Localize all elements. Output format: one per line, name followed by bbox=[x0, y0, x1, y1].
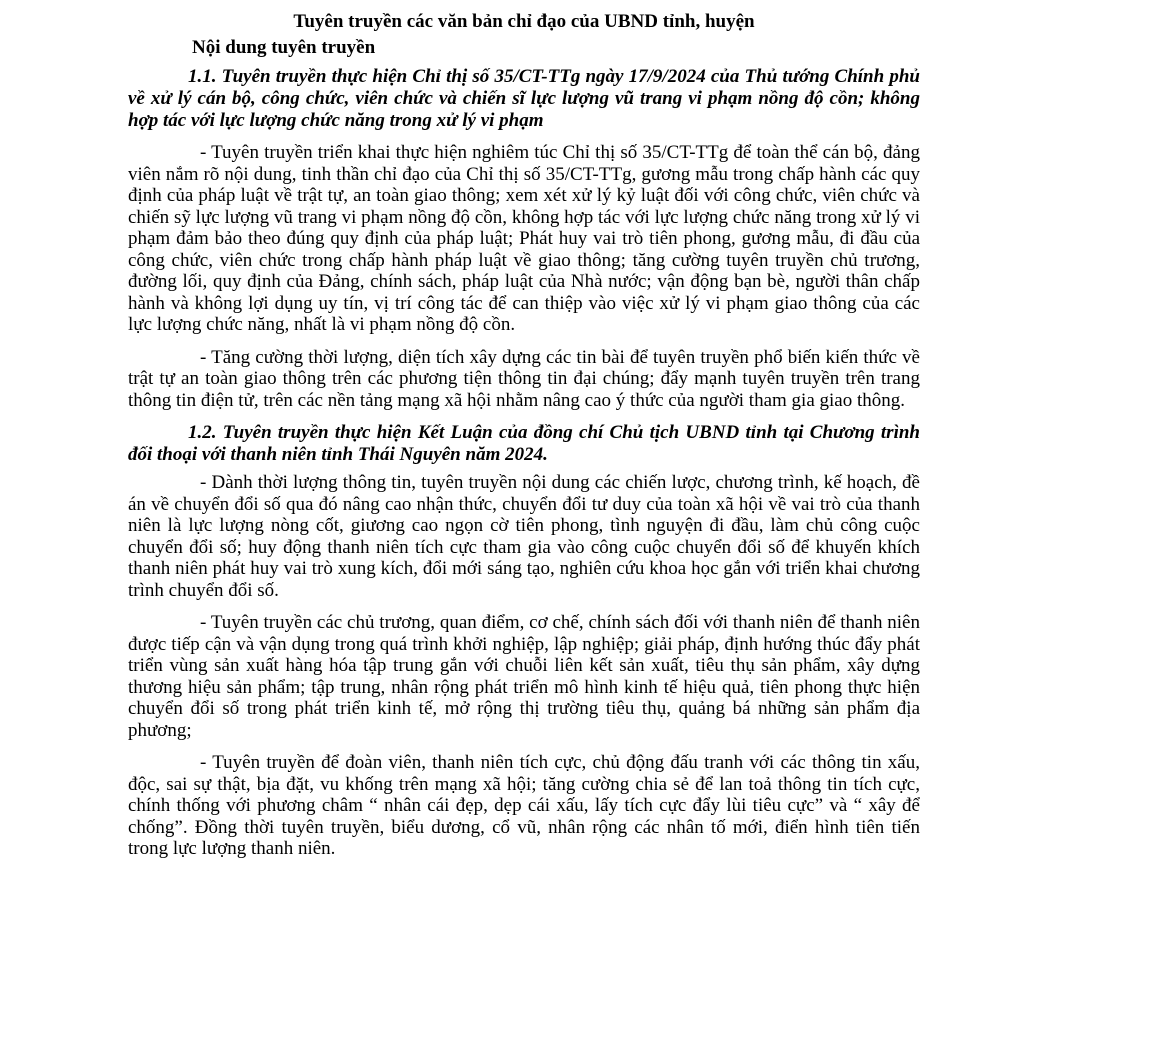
section-heading: Nội dung tuyên truyền bbox=[192, 37, 376, 58]
paragraph-1-2-b: - Tuyên truyền các chủ trương, quan điểm, cơ chế, chính sách đối với thanh niên để thanh niên được tiếp cận và vận dụng trong quá trình khởi nghiệp, lập nghiệp; giải pháp, định hướng thúc đẩy phát triển vùng sản xuất hàng hóa tập trung gắn với chuỗi liên kết sản xuất, tiêu thụ sản phẩm, xây dựng thương hiệu sản phẩm; tập trung, nhân rộng phát triển mô hình kinh tế hiệu quả, tiên phong thực hiện chuyển đổi số trong phát triển kinh tế, mở rộng thị trường tiêu thụ, quảng bá những sản phẩm địa phương; bbox=[128, 612, 920, 741]
document-title: Tuyên truyền các văn bản chỉ đạo của UBND tỉnh, huyện bbox=[293, 11, 755, 32]
paragraph-1-2-a: - Dành thời lượng thông tin, tuyên truyền nội dung các chiến lược, chương trình, kế hoạch, đề án về chuyển đổi số qua đó nâng cao nhận thức, chuyển đổi tư duy của toàn xã hội về vai trò của thanh niên là lực lượng nòng cốt, giương cao ngọn cờ tiên phong, tình nguyện đi đầu, làm chủ công cuộc chuyển đổi số; huy động thanh niên tích cực tham gia vào công cuộc chuyển đổi số để khuyến khích thanh niên phát huy vai trò xung kích, đổi mới sáng tạo, nghiên cứu khoa học gắn với triển khai chương trình chuyển đổi số. bbox=[128, 472, 920, 601]
document-page bbox=[128, 10, 920, 871]
subsection-heading-1-2: 1.2. Tuyên truyền thực hiện Kết Luận của đồng chí Chủ tịch UBND tỉnh tại Chương trình đối thoại với thanh niên tỉnh Thái Nguyên năm 2024. bbox=[128, 422, 920, 465]
paragraph-1-1-b: - Tăng cường thời lượng, diện tích xây dựng các tin bài để tuyên truyền phổ biến kiến thức về trật tự an toàn giao thông trên các phương tiện thông tin đại chúng; đẩy mạnh tuyên truyền trên trang thông tin điện tử, trên các nền tảng mạng xã hội nhằm nâng cao ý thức của người tham gia giao thông. bbox=[128, 346, 920, 411]
subsection-heading-1-1: 1.1. Tuyên truyền thực hiện Chỉ thị số 35/CT-TTg ngày 17/9/2024 của Thủ tướng Chính phủ về xử lý cán bộ, công chức, viên chức và chiến sĩ lực lượng vũ trang vi phạm nồng độ cồn; không hợp tác với lực lượng chức năng trong xử lý vi phạm bbox=[128, 66, 920, 131]
paragraph-1-2-c: - Tuyên truyền để đoàn viên, thanh niên tích cực, chủ động đấu tranh với các thông tin xấu, độc, sai sự thật, bịa đặt, vu khống trên mạng xã hội; tăng cường chia sẻ để lan toả thông tin tích cực, chính thống với phương châm “ nhân cái đẹp, dẹp cái xấu, lấy tích cực đẩy lùi tiêu cực” và “ xây để chống”. Đồng thời tuyên truyền, biểu dương, cổ vũ, nhân rộng các nhân tố mới, điển hình tiên tiến trong lực lượng thanh niên. bbox=[128, 752, 920, 859]
paragraph-1-1-a: - Tuyên truyền triển khai thực hiện nghiêm túc Chỉ thị số 35/CT-TTg để toàn thể cán bộ, đảng viên nắm rõ nội dung, tinh thần chỉ đạo của Chỉ thị số 35/CT-TTg, gương mẫu trong chấp hành các quy định của pháp luật về trật tự, an toàn giao thông; xem xét xử lý kỷ luật đối với công chức, viên chức và chiến sỹ lực lượng vũ trang vi phạm nồng độ cồn, không hợp tác với lực lượng chức năng trong xử lý vi phạm đảm bảo theo đúng quy định của pháp luật; Phát huy vai trò tiên phong, gương mẫu, đi đầu của công chức, viên chức trong chấp hành pháp luật về giao thông; tăng cường tuyên truyền chủ trương, đường lối, quy định của Đảng, chính sách, pháp luật của Nhà nước; vận động bạn bè, người thân chấp hành và không lợi dụng uy tín, vị trí công tác để can thiệp vào việc xử lý vi phạm giao thông của các lực lượng chức năng, nhất là vi phạm nồng độ cồn. bbox=[128, 142, 920, 335]
